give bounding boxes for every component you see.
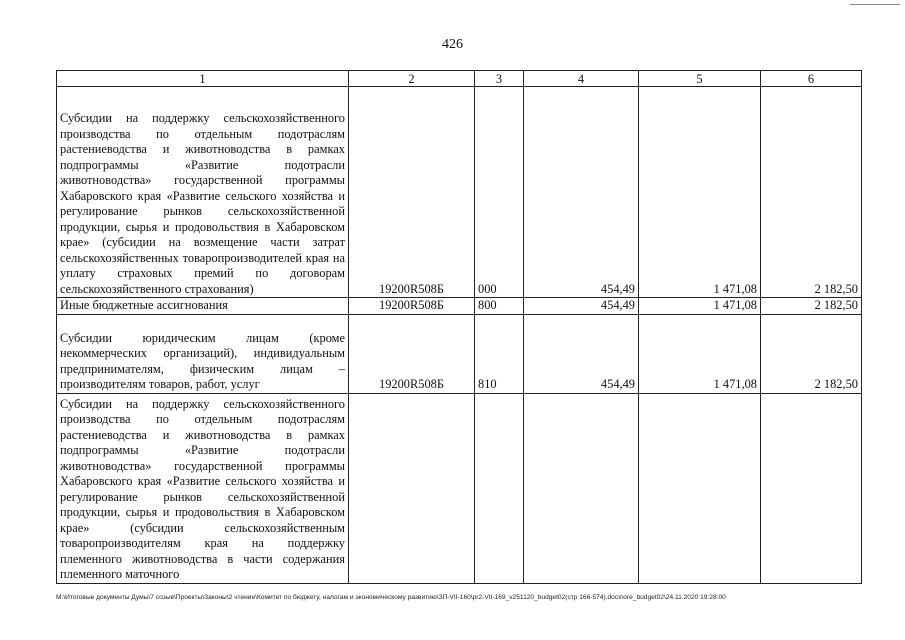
table-row <box>57 393 862 583</box>
column-header: 6 <box>761 71 862 87</box>
row-name: Субсидии юридическим лицам (кроме некоммерческих организаций), индивидуальным предпринимателям, физическим лицам – производителям товаров, работ, услуг <box>57 314 349 393</box>
top-rule <box>850 4 900 5</box>
row-amount-1: 454,49 <box>524 298 639 315</box>
page-number: 426 <box>442 37 463 52</box>
row-amount-1 <box>524 393 639 583</box>
row-name: Субсидии на поддержку сельскохозяйственного производства по отдельным подотраслям растениеводства и животноводства в рамках подпрограммы «Развитие подотрасли животноводства» государственной программы Хабаровского края «Развитие сельского хозяйства и регулирование рынков сельскохозяйственной продукции, сырья и продовольствия в Хабаровском крае» (субсидии на возмещение части затрат сельскохозяйственных товаропроизводителей края на уплату страховых премий по договорам сельскохозяйственного страхования) <box>57 87 349 298</box>
row-name: Иные бюджетные ассигнования <box>57 298 349 315</box>
row-expense-type: 810 <box>475 314 524 393</box>
budget-table <box>56 70 862 584</box>
row-amount-3: 2 182,50 <box>761 87 862 298</box>
row-amount-2: 1 471,08 <box>639 298 761 315</box>
column-header: 3 <box>475 71 524 87</box>
row-expense-type: 800 <box>475 298 524 315</box>
table-row <box>57 298 862 315</box>
column-header: 4 <box>524 71 639 87</box>
row-target-code: 19200R508Б <box>349 87 475 298</box>
table-row <box>57 314 862 393</box>
row-expense-type: 000 <box>475 87 524 298</box>
document-path-footer: M:\Итоговые документы Думы\7 созыв\Проекты\Законы\2 чтение\Комитет по бюджету, налогам и экономическому развитию\ЗП-VII-160\pr2-VII-169_v251120_budget02(стр 166-574).docx\ore_budget02\24.11.2020 19:28:00 <box>56 594 726 601</box>
row-amount-1: 454,49 <box>524 87 639 298</box>
row-expense-type <box>475 393 524 583</box>
row-amount-3: 2 182,50 <box>761 314 862 393</box>
row-amount-3 <box>761 393 862 583</box>
row-target-code: 19200R508Б <box>349 314 475 393</box>
row-target-code: 19200R508Б <box>349 298 475 315</box>
row-amount-3: 2 182,50 <box>761 298 862 315</box>
row-amount-2: 1 471,08 <box>639 314 761 393</box>
column-header: 5 <box>639 71 761 87</box>
table-row <box>57 87 862 298</box>
row-amount-2 <box>639 393 761 583</box>
row-amount-2: 1 471,08 <box>639 87 761 298</box>
column-header: 1 <box>57 71 349 87</box>
row-amount-1: 454,49 <box>524 314 639 393</box>
row-name: Субсидии на поддержку сельскохозяйственного производства по отдельным подотраслям растениеводства и животноводства в рамках подпрограммы «Развитие подотрасли животноводства» государственной программы Хабаровского края «Развитие сельского хозяйства и регулирование рынков сельскохозяйственной продукции, сырья и продовольствия в Хабаровском крае» (субсидии сельскохозяйственным товаропроизводителям края на поддержку племенного животноводства в части содержания племенного маточного <box>57 393 349 583</box>
column-header: 2 <box>349 71 475 87</box>
table-header-row <box>57 71 862 87</box>
row-target-code <box>349 393 475 583</box>
